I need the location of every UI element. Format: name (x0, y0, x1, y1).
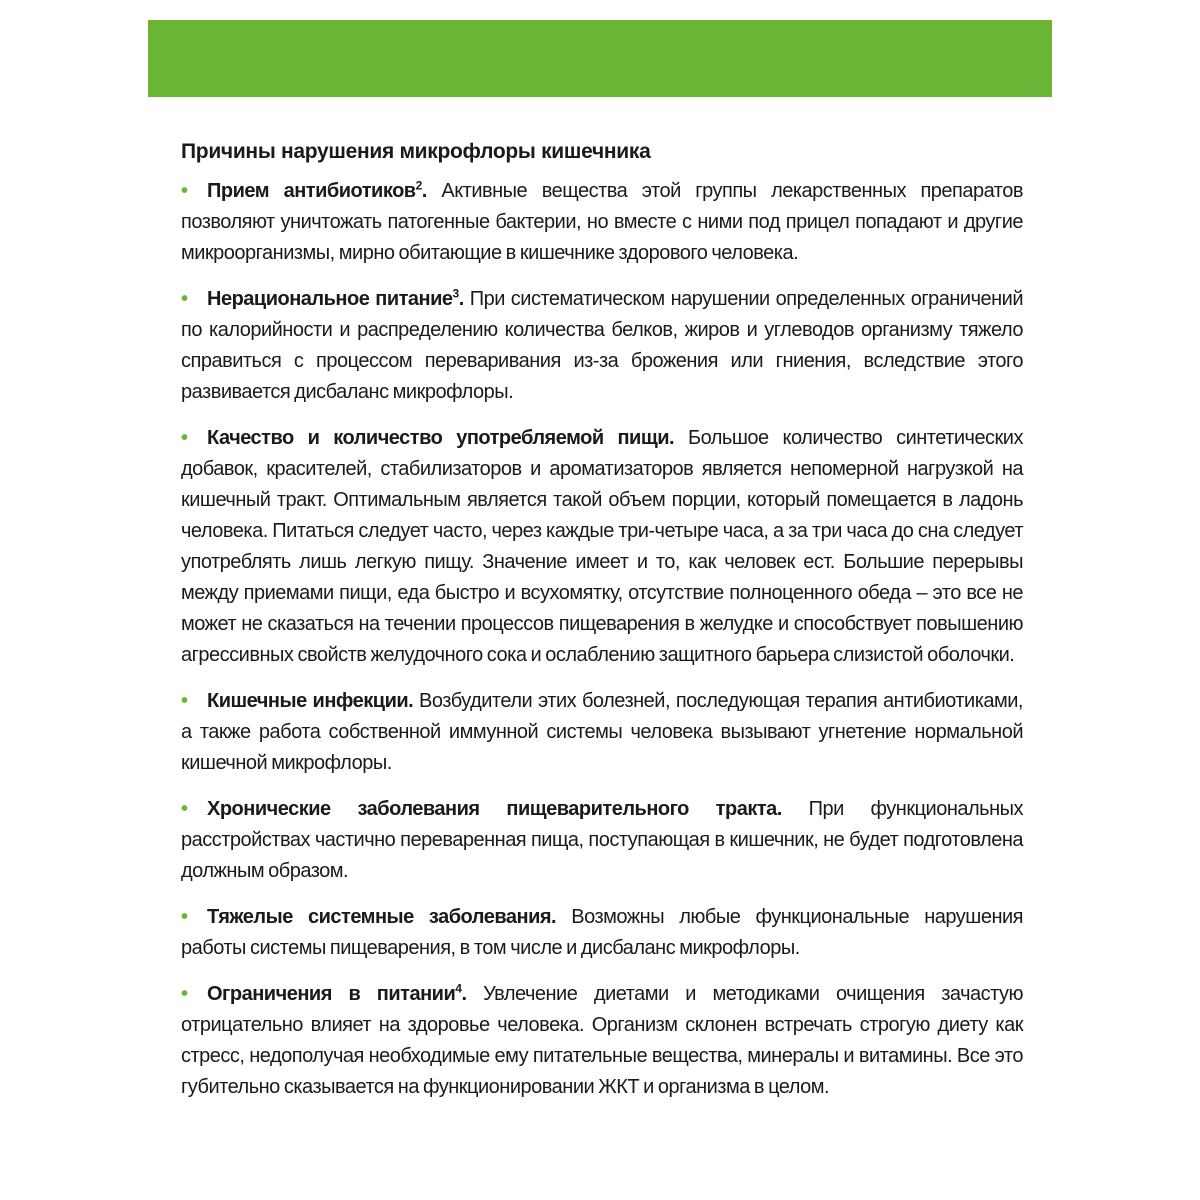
list-item-text (181, 686, 1023, 779)
list-item-diet-restrictions (181, 979, 1023, 1103)
bullet-icon: • (181, 983, 188, 1005)
article-body (181, 138, 1023, 1118)
list-item-body: Большое количество синтетических добавок, красителей, стабилизаторов и ароматизаторов является непомерной нагрузкой на кишечный тракт. Оптимальным является такой объем порции, который помещается в ладонь человека. Питаться следует часто, через каждые три-четыре часа, а за три часа до сна следует употреблять лишь легкую пищу. Значение имеет и то, как человек ест. Большие перерывы между приемами пищи, еда быстро и всухомятку, отсутствие полноценного обеда – это все не может не сказаться на течении процессов пищеварения в желудке и способствует повышению агрессивных свойств желудочного сока и ослаблению защитного барьера слизистой оболочки. (181, 427, 1023, 666)
section-heading: Причины нарушения микрофлоры кишечника (181, 140, 651, 163)
bullet-icon: • (181, 906, 188, 928)
bullet-icon: • (181, 798, 188, 820)
list-item-systemic-diseases (181, 902, 1023, 964)
list-item-body: Увлечение диетами и методиками очищения зачастую отрицательно влияет на здоровье человека. Организм склонен встречать строгую диету как стресс, недополучая необходимые ему питательные вещества, минералы и витамины. Все это губительно сказывается на функционировании ЖКТ и организма в целом. (181, 983, 1023, 1098)
footnote-marker: 3 (452, 286, 459, 301)
top-green-banner (148, 20, 1052, 97)
list-item-title: Прием антибиотиков$^2$. (207, 178, 427, 202)
list-item-food-quality (181, 423, 1023, 671)
list-item-body: Возбудители этих болезней, последующая терапия антибиотиками, а также работа собственной иммунной системы человека вызывают угнетение нормальной кишечной микрофлоры. (181, 690, 1023, 774)
list-item-antibiotics (181, 176, 1023, 269)
list-item-title: Кишечные инфекции. (207, 690, 414, 712)
list-item-body: Возможны любые функциональные нарушения работы системы пищеварения, в том числе и дисбаланс микрофлоры. (181, 906, 1023, 959)
list-item-title: Тяжелые системные заболевания. (207, 906, 557, 928)
list-item-body: При функциональных расстройствах частично переваренная пища, поступающая в кишечник, не будет подготовлена должным образом. (181, 798, 1023, 882)
footnote-marker: 4 (455, 981, 462, 996)
list-item-infections (181, 686, 1023, 779)
list-item-nutrition (181, 284, 1023, 408)
bullet-icon: • (181, 288, 188, 310)
list-item-text (181, 284, 1023, 408)
list-item-title: Хронические заболевания пищеварительного тракта. (207, 798, 782, 820)
list-item-body: Активные вещества этой группы лекарственных препаратов позволяют уничтожать патогенные бактерии, но вместе с ними под прицел попадают и другие микроорганизмы, мирно обитающие в кишечнике здорового человека. (181, 180, 1023, 264)
bullet-icon: • (181, 180, 188, 202)
list-item-title: Ограничения в питании$^4$. (207, 981, 467, 1005)
list-item-text (181, 979, 1023, 1103)
bullet-icon: • (181, 427, 188, 449)
list-item-text (181, 902, 1023, 964)
list-item-title: Качество и количество употребляемой пищи. (207, 427, 675, 449)
list-item-chronic-diseases (181, 794, 1023, 887)
list-item-text (181, 423, 1023, 671)
list-item-body: При систематическом нарушении определенных ограничений по калорийности и распределению количества белков, жиров и углеводов организму тяжело справиться с процессом переваривания из-за брожения или гниения, вследствие этого развивается дисбаланс микрофлоры. (181, 288, 1024, 403)
list-item-title: Нерациональное питание$^3$. (207, 286, 464, 310)
list-item-text (181, 176, 1023, 269)
list-item-text (181, 794, 1023, 887)
footnote-marker: 2 (415, 178, 422, 193)
bullet-icon: • (181, 690, 188, 712)
